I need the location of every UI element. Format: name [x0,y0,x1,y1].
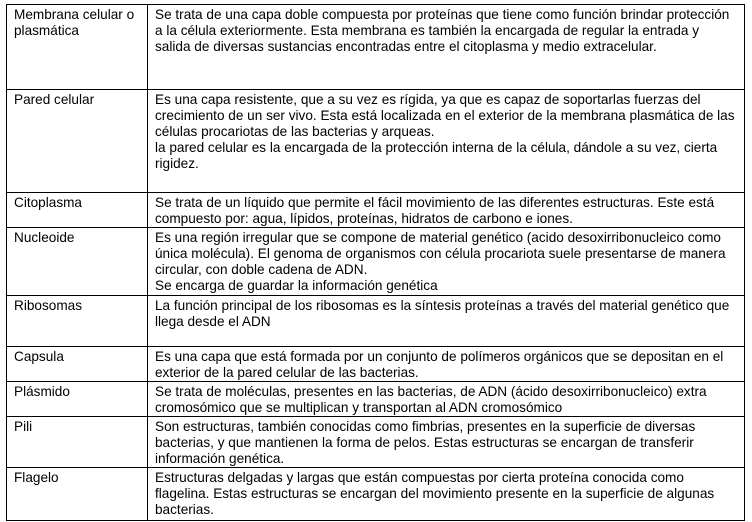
definition-paragraph: Es una región irregular que se compone de material genético (acido desoxirribonucleico como única molécula). El genoma de organismos con célula procariota suele presentarse de manera circular, con doble cadena de ADN. [155,230,726,277]
term-cell: Membrana celular o plasmática [7,5,148,90]
table-row [7,417,745,468]
definition-cell [148,296,745,347]
definition-paragraph: Es una capa que está formada por un conjunto de polímeros orgánicos que se depositan en el exterior de la pared celular de las bacterias. [155,349,724,380]
term-cell: Pared celular [7,90,148,193]
definition-paragraph: La función principal de los ribosomas es la síntesis proteínas a través del material genético que llega desde el ADN [155,298,730,329]
definition-paragraph: Es una capa resistente, que a su vez es rígida, ya que es capaz de soportarlas fuerzas del crecimiento de un ser vivo. Esta está localizada en el exterior de la membrana plasmática de las células procariotas de las bacterias y arqueas. [155,92,735,139]
table-row [7,347,745,382]
table-row [7,468,745,521]
term-cell: Nucleoide [7,228,148,296]
definition-cell [148,228,745,296]
definition-cell [148,468,745,521]
table-row [7,228,745,296]
term-cell: Citoplasma [7,193,148,228]
cell-structures-table [6,4,745,521]
definition-paragraph: Se encarga de guardar la información genética [155,278,438,293]
definition-cell [148,90,745,193]
definition-paragraph: la pared celular es la encargada de la protección interna de la célula, dándole a su vez, cierta rigidez. [155,140,718,171]
definition-paragraph: Se trata de moléculas, presentes en las bacterias, de ADN (ácido desoxirribonucleico) extra cromosómico que se multiplican y transportan al ADN cromosómico [155,384,707,415]
table-row [7,5,745,90]
table-row [7,382,745,417]
definition-cell [148,382,745,417]
term-cell: Flagelo [7,468,148,521]
definition-paragraph: Son estructuras, también conocidas como fimbrias, presentes en la superficie de diversas bacterias, y que mantienen la forma de pelos. Estas estructuras se encargan de transferir información genética. [155,419,696,466]
table-row [7,296,745,347]
definition-cell [148,5,745,90]
term-cell: Capsula [7,347,148,382]
term-cell: Pili [7,417,148,468]
definition-paragraph: Estructuras delgadas y largas que están compuestas por cierta proteína conocida como flagelina. Estas estructuras se encargan del movimiento presente en la superficie de algunas bacterias. [155,470,715,517]
table-row [7,90,745,193]
definition-paragraph: Se trata de una capa doble compuesta por proteínas que tiene como función brindar protección a la célula exteriormente. Esta membrana es también la encargada de regular la entrada y salida de diversas sustancias encontradas entre el citoplasma y medio extracelular. [155,7,730,54]
definition-cell [148,193,745,228]
definition-paragraph: Se trata de un líquido que permite el fácil movimiento de las diferentes estructuras. Este está compuesto por: agua, lípidos, proteínas, hidratos de carbono e iones. [155,195,715,226]
term-cell: Ribosomas [7,296,148,347]
table-row [7,193,745,228]
term-cell: Plásmido [7,382,148,417]
definition-cell [148,417,745,468]
definition-cell [148,347,745,382]
